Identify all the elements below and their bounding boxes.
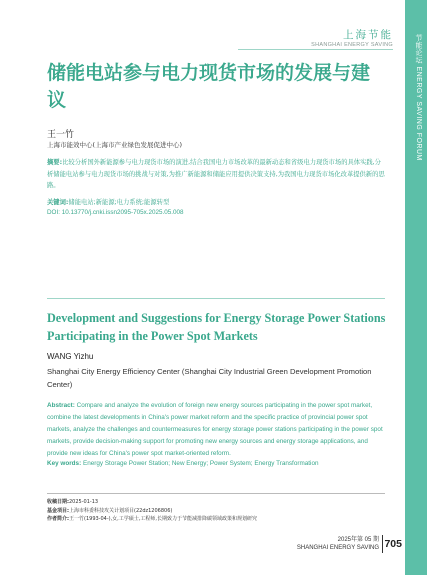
footnote-label: 基金项目:: [47, 507, 69, 514]
page-number: 705: [384, 538, 402, 550]
footnote-text: 2025-01-13: [69, 499, 99, 505]
chinese-abstract-text: 比较分析国外新能源参与电力现货市场的演进,结合我国电力市场改革的最新动态和省级电力现货市场的具体实践,分析储能电站参与电力现货市场的挑战与对策,为推广新能源和储能应用提供决策支持,为我国电力现货市场化改革提供新的思路。: [47, 159, 385, 190]
doi: DOI: 10.13770/j.cnki.issn2095-705x.2025.05.008: [47, 209, 184, 216]
side-band: [405, 0, 427, 575]
chinese-title: 储能电站参与电力现货市场的发展与建议: [47, 62, 371, 111]
english-author: WANG Yizhu: [47, 352, 94, 361]
footnote-rule: [47, 493, 385, 494]
footnote-label: 作者简介:: [47, 516, 69, 522]
footnote-author-bio: [47, 515, 385, 524]
footnote-received: [47, 498, 385, 507]
english-title: Development and Suggestions for Energy Storage Power Stations Participating in the Power Spot Markets: [47, 311, 386, 343]
footnote-label: 收稿日期:: [47, 499, 69, 505]
english-keywords-text: Energy Storage Power Station; New Energy; Power System; Energy Transformation: [82, 460, 319, 467]
journal-name-footer: SHANGHAI ENERGY SAVING: [296, 545, 379, 551]
chinese-abstract-label: 摘要:: [47, 159, 63, 166]
english-abstract-label: Abstract:: [47, 402, 75, 409]
chinese-abstract: [47, 157, 385, 192]
footnote-text: 王一竹(1993-04-),女,工学硕士,工程师,长期致力于节能减排降碳领域政策和规划研究: [69, 516, 257, 522]
english-affiliation: Shanghai City Energy Efficiency Center (Shanghai City Industrial Green Development Promotion Center): [47, 367, 372, 389]
english-keywords-label: Key words:: [47, 460, 82, 467]
journal-header-title: 上海节能: [343, 29, 393, 41]
header-rule: [238, 49, 393, 50]
english-abstract-text: Compare and analyze the evolution of foreign new energy sources participating in the power spot market, combine the latest developments in China's power market reform and the specific practice of provincial power spot markets, analyze the challenges and countermeasures for energy storage power stations participating in the power spot markets, provide decision-making support for promoting new energy sources and energy storage applications, and provide new ideas for China's power spot market-oriented reform.: [47, 402, 383, 457]
chinese-author: 王一竹: [47, 130, 75, 140]
english-keywords: [47, 460, 385, 467]
journal-header-subtitle: SHANGHAI ENERGY SAVING: [311, 42, 393, 48]
issue-label: 2025年第 05 期: [337, 537, 379, 543]
footnotes: [47, 498, 385, 524]
side-band-text: 节能论坛 ENERGY SAVING FORUM: [415, 34, 422, 161]
chinese-affiliation: 上海市能效中心(上海市产业绿色发展促进中心): [47, 141, 183, 149]
footnote-text: 上海市科委科技攻关计划项目(22dz1206806): [69, 507, 173, 514]
chinese-keywords-text: 储能电站;新能源;电力系统;能源转型: [68, 199, 170, 206]
english-abstract: [47, 400, 385, 460]
page-divider: [382, 535, 383, 553]
page-info: [297, 536, 379, 552]
section-divider: [47, 298, 385, 299]
chinese-keywords: [47, 197, 385, 206]
chinese-keywords-label: 关键词:: [47, 199, 69, 206]
footnote-fund: [47, 507, 385, 516]
